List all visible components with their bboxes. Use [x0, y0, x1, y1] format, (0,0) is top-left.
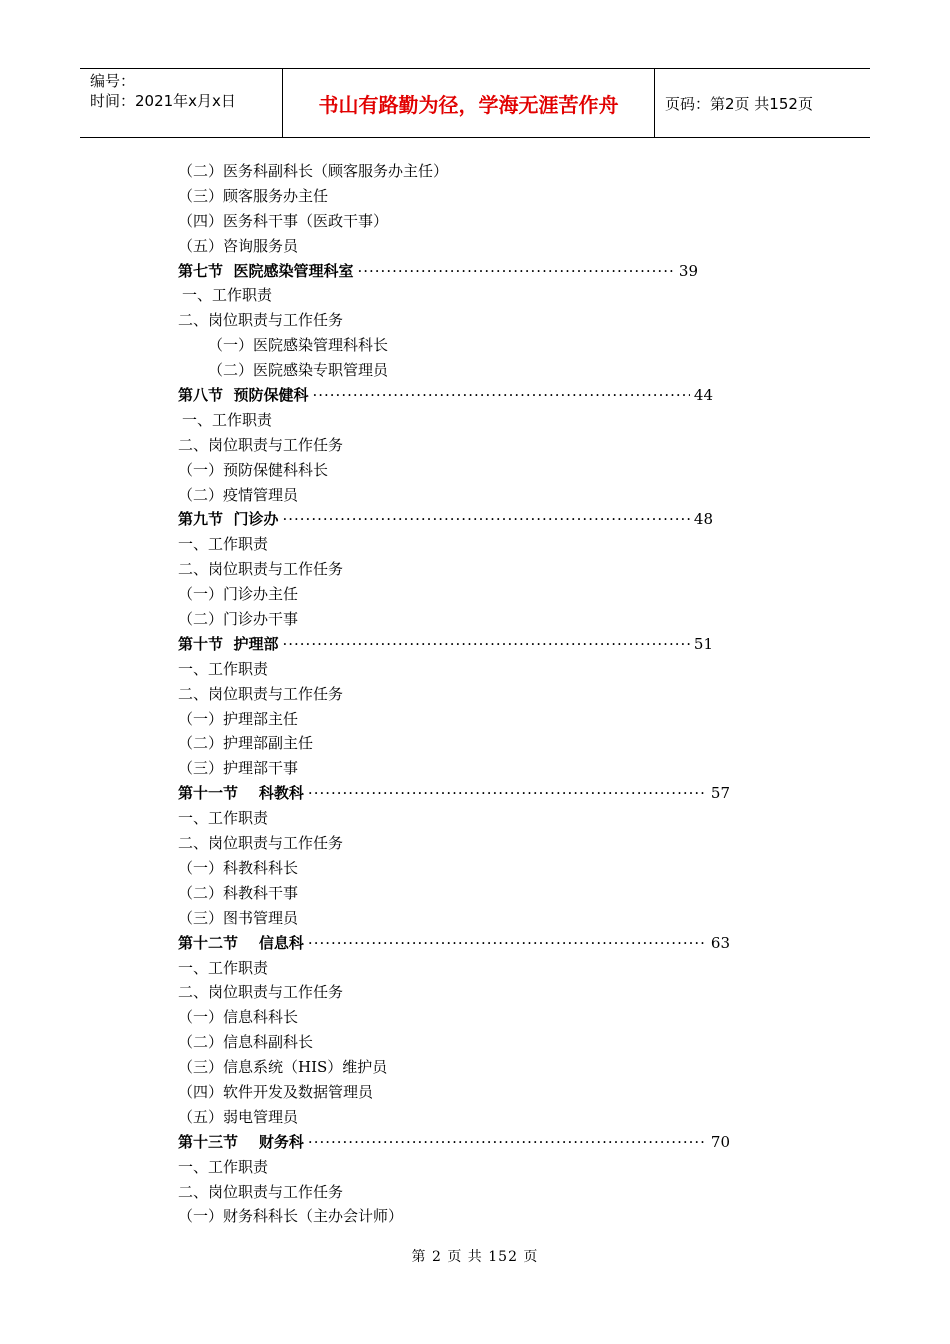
toc-sub-entry: 一、工作职责: [182, 286, 273, 305]
toc-sub-entry: 二、岗位职责与工作任务: [178, 435, 344, 454]
section-page-number: 44: [693, 386, 713, 405]
toc-sub-entry: （二）门诊办干事: [178, 610, 299, 629]
toc-sub-entry: 一、工作职责: [178, 535, 269, 554]
section-gap: [223, 259, 233, 284]
dot-leader: [308, 1130, 707, 1155]
section-name: 预防保健科: [233, 386, 309, 405]
toc-sub-entry: （一）预防保健科科长: [178, 460, 329, 479]
toc-sub-entry: 二、岗位职责与工作任务: [178, 560, 344, 579]
toc-section-entry[interactable]: [178, 507, 713, 532]
header-meta-cell: [80, 69, 282, 137]
section-page-number: 51: [693, 634, 713, 653]
dot-leader: [308, 781, 707, 806]
section-number: 第十一节: [178, 784, 239, 803]
toc-sub-entry: （四）医务科干事（医政干事）: [178, 211, 389, 230]
toc-section-entry[interactable]: [178, 383, 713, 408]
dot-leader: [282, 507, 689, 532]
toc-sub-entry: 一、工作职责: [178, 1157, 269, 1176]
header-page-cell: [655, 69, 870, 137]
toc-sub-entry: 二、岗位职责与工作任务: [178, 684, 344, 703]
toc-sub-entry: （二）科教科干事: [178, 883, 299, 902]
section-page-number: 70: [710, 1132, 730, 1151]
toc-sub-entry: （二）医院感染专职管理员: [208, 361, 389, 380]
toc-sub-entry: 一、工作职责: [178, 809, 269, 828]
toc-sub-entry: （一）科教科科长: [178, 858, 299, 877]
section-page-number: 57: [710, 784, 730, 803]
header-motto-cell: [282, 69, 655, 137]
toc-sub-entry: 二、岗位职责与工作任务: [178, 1182, 344, 1201]
dot-leader: [357, 259, 674, 284]
section-name: 护理部: [233, 634, 279, 653]
page-header: [80, 68, 870, 138]
section-number: 第十节: [178, 634, 224, 653]
section-name: 门诊办: [233, 510, 279, 529]
dot-leader: [308, 931, 707, 956]
toc-sub-entry: 一、工作职责: [182, 410, 273, 429]
section-gap: [238, 931, 259, 956]
toc-sub-entry: （二）信息科副科长: [178, 1033, 314, 1052]
toc-section-entry[interactable]: [178, 632, 713, 657]
toc-sub-entry: 一、工作职责: [178, 659, 269, 678]
toc-sub-entry: （五）咨询服务员: [178, 236, 299, 255]
toc-section-entry[interactable]: [178, 259, 698, 284]
section-page-number: 63: [710, 933, 730, 952]
section-number: 第九节: [178, 510, 224, 529]
section-name: 医院感染管理科室: [233, 261, 354, 280]
page-info: 页码：第2页 共152页: [665, 94, 813, 113]
table-of-contents: [178, 159, 738, 1229]
time-label: 时间：2021年x月x日: [90, 92, 236, 110]
toc-sub-entry: （三）信息系统（HIS）维护员: [178, 1058, 388, 1077]
toc-sub-entry: 一、工作职责: [178, 958, 269, 977]
toc-sub-entry: （一）医院感染管理科科长: [208, 336, 389, 355]
toc-section-entry[interactable]: [178, 781, 730, 806]
toc-sub-entry: （三）图书管理员: [178, 908, 299, 927]
motto-text: 书山有路勤为径，学海无涯苦作舟: [318, 92, 619, 117]
toc-sub-entry: （一）信息科科长: [178, 1008, 299, 1027]
section-name: 信息科: [258, 933, 304, 952]
toc-sub-entry: （一）护理部主任: [178, 709, 299, 728]
section-page-number: 48: [693, 510, 713, 529]
section-name: 财务科: [258, 1132, 304, 1151]
section-number: 第七节: [178, 261, 224, 280]
toc-sub-entry: （二）医务科副科长（顾客服务办主任）: [178, 162, 449, 180]
dot-leader: [282, 632, 689, 657]
toc-sub-entry: （五）弱电管理员: [178, 1107, 299, 1126]
toc-section-entry[interactable]: [178, 931, 730, 956]
toc-sub-entry: （二）疫情管理员: [178, 485, 299, 504]
toc-section-entry[interactable]: [178, 1130, 730, 1155]
section-page-number: 39: [678, 261, 698, 280]
serial-label: 编号：: [90, 72, 136, 90]
toc-sub-entry: （一）门诊办主任: [178, 585, 299, 604]
section-gap: [223, 632, 233, 657]
toc-sub-entry: 二、岗位职责与工作任务: [178, 983, 344, 1002]
toc-sub-entry: （四）软件开发及数据管理员: [178, 1082, 374, 1101]
dot-leader: [312, 383, 689, 408]
toc-sub-entry: （二）护理部副主任: [178, 734, 314, 753]
section-number: 第十三节: [178, 1132, 239, 1151]
section-gap: [223, 383, 233, 408]
toc-sub-entry: 二、岗位职责与工作任务: [178, 834, 344, 853]
section-number: 第八节: [178, 386, 224, 405]
toc-sub-entry: （一）财务科科长（主办会计师）: [178, 1207, 404, 1226]
page-footer: 第 2 页 共 152 页: [411, 1249, 539, 1265]
section-gap: [238, 1130, 259, 1155]
section-gap: [238, 781, 259, 806]
toc-sub-entry: （三）顾客服务办主任: [178, 186, 329, 205]
section-number: 第十二节: [178, 933, 239, 952]
toc-sub-entry: （三）护理部干事: [178, 759, 299, 778]
section-gap: [223, 507, 233, 532]
toc-sub-entry: 二、岗位职责与工作任务: [178, 311, 344, 330]
section-name: 科教科: [258, 784, 304, 803]
